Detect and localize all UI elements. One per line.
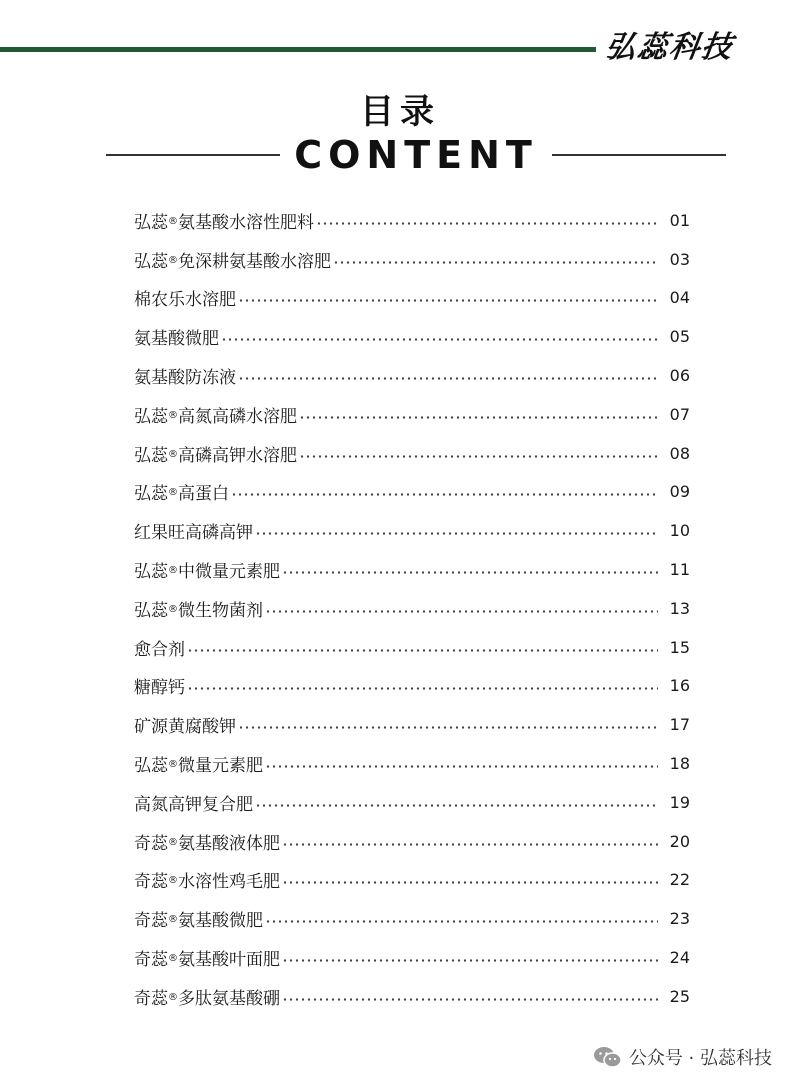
table-of-contents	[134, 201, 690, 1016]
toc-item	[134, 589, 690, 628]
toc-brand-prefix: 弘蕊	[134, 484, 168, 505]
registered-mark: ®	[168, 991, 178, 1003]
toc-label	[134, 751, 263, 776]
toc-item	[134, 511, 690, 550]
toc-page-number: 11	[669, 560, 690, 580]
toc-label	[134, 790, 253, 815]
title-rule-right	[552, 154, 726, 156]
toc-page-number: 08	[669, 443, 690, 463]
toc-label	[134, 984, 280, 1009]
toc-title: 免深耕氨基酸水溶肥	[178, 251, 331, 272]
toc-leader-dots	[282, 571, 658, 574]
toc-title: 微量元素肥	[178, 756, 263, 777]
toc-title: 微生物菌剂	[178, 600, 263, 621]
toc-item	[134, 744, 690, 783]
title-rule-left	[106, 154, 280, 156]
toc-item	[134, 822, 690, 861]
toc-label	[134, 945, 280, 970]
title-en-row	[106, 132, 726, 178]
toc-label	[134, 712, 236, 737]
toc-brand-prefix: 奇蕊	[134, 950, 168, 971]
toc-page-number: 05	[669, 327, 690, 347]
toc-title: 高氮高钾复合肥	[134, 794, 253, 815]
registered-mark: ®	[168, 759, 178, 771]
toc-page-number: 09	[669, 482, 690, 502]
toc-title: 氨基酸液体肥	[178, 833, 280, 854]
toc-title: 高氮高磷水溶肥	[178, 406, 297, 427]
toc-title: 氨基酸水溶性肥料	[178, 212, 314, 233]
footer-text: 公众号 · 弘蕊科技	[628, 1048, 772, 1069]
toc-item	[134, 473, 690, 512]
toc-label	[134, 479, 229, 504]
toc-leader-dots	[299, 455, 658, 458]
toc-brand-prefix: 奇蕊	[134, 872, 168, 893]
toc-brand-prefix: 奇蕊	[134, 911, 168, 932]
toc-leader-dots	[282, 998, 658, 1001]
toc-page-number: 04	[669, 288, 690, 308]
toc-leader-dots	[238, 726, 658, 729]
header-rule	[0, 47, 596, 52]
toc-title: 中微量元素肥	[178, 562, 280, 583]
page-subtitle: CONTENT	[294, 133, 538, 177]
toc-item	[134, 667, 690, 706]
toc-leader-dots	[231, 493, 658, 496]
toc-title: 多肽氨基酸硼	[178, 988, 280, 1009]
toc-label	[134, 596, 263, 621]
page-title: 目录	[360, 92, 440, 132]
toc-page-number: 15	[669, 637, 690, 657]
registered-mark: ®	[168, 953, 178, 965]
toc-brand-prefix: 弘蕊	[134, 562, 168, 583]
toc-item	[134, 240, 690, 279]
toc-title: 氨基酸防冻液	[134, 368, 236, 389]
toc-item	[134, 395, 690, 434]
toc-page-number: 20	[669, 831, 690, 851]
toc-leader-dots	[282, 959, 658, 962]
toc-label	[134, 557, 280, 582]
toc-brand-prefix: 奇蕊	[134, 833, 168, 854]
toc-title: 水溶性鸡毛肥	[178, 872, 280, 893]
toc-label	[134, 829, 280, 854]
toc-page-number: 18	[669, 754, 690, 774]
toc-leader-dots	[238, 377, 658, 380]
toc-label	[134, 402, 297, 427]
toc-title: 糖醇钙	[134, 678, 185, 699]
registered-mark: ®	[168, 875, 178, 887]
toc-label	[134, 867, 280, 892]
toc-leader-dots	[265, 610, 658, 613]
toc-label	[134, 906, 263, 931]
toc-label	[134, 635, 185, 660]
toc-item	[134, 628, 690, 667]
toc-item	[134, 705, 690, 744]
toc-leader-dots	[333, 261, 658, 264]
toc-brand-prefix: 弘蕊	[134, 600, 168, 621]
toc-title: 氨基酸微肥	[178, 911, 263, 932]
toc-item	[134, 317, 690, 356]
toc-leader-dots	[221, 338, 658, 341]
toc-leader-dots	[187, 687, 658, 690]
footer	[593, 1042, 772, 1072]
toc-title: 氨基酸叶面肥	[178, 950, 280, 971]
toc-label	[134, 324, 219, 349]
toc-page-number: 19	[669, 792, 690, 812]
toc-leader-dots	[299, 416, 658, 419]
toc-title: 高磷高钾水溶肥	[178, 445, 297, 466]
toc-page-number: 24	[669, 948, 690, 968]
toc-brand-prefix: 弘蕊	[134, 212, 168, 233]
toc-title: 矿源黄腐酸钾	[134, 717, 236, 738]
toc-title: 红果旺高磷高钾	[134, 523, 253, 544]
registered-mark: ®	[168, 836, 178, 848]
toc-item	[134, 977, 690, 1016]
registered-mark: ®	[168, 254, 178, 266]
toc-title: 氨基酸微肥	[134, 329, 219, 350]
registered-mark: ®	[168, 487, 178, 499]
toc-page-number: 13	[669, 598, 690, 618]
toc-item	[134, 861, 690, 900]
toc-page-number: 23	[669, 909, 690, 929]
toc-brand-prefix: 弘蕊	[134, 756, 168, 777]
toc-title: 愈合剂	[134, 639, 185, 660]
toc-leader-dots	[282, 881, 658, 884]
toc-item	[134, 783, 690, 822]
registered-mark: ®	[168, 409, 178, 421]
toc-item	[134, 434, 690, 473]
toc-brand-prefix: 弘蕊	[134, 251, 168, 272]
toc-item	[134, 279, 690, 318]
toc-title: 棉农乐水溶肥	[134, 290, 236, 311]
toc-label	[134, 441, 297, 466]
toc-leader-dots	[316, 222, 658, 225]
toc-item	[134, 550, 690, 589]
toc-leader-dots	[187, 649, 658, 652]
toc-label	[134, 285, 236, 310]
wechat-icon	[593, 1045, 623, 1069]
toc-label	[134, 673, 185, 698]
toc-page-number: 10	[669, 521, 690, 541]
toc-leader-dots	[255, 804, 658, 807]
toc-label	[134, 208, 314, 233]
toc-page-number: 17	[669, 715, 690, 735]
toc-brand-prefix: 弘蕊	[134, 406, 168, 427]
brand-logo: 弘蕊科技	[603, 30, 736, 65]
toc-page-number: 22	[669, 870, 690, 890]
toc-leader-dots	[265, 920, 658, 923]
registered-mark: ®	[168, 565, 178, 577]
toc-brand-prefix: 弘蕊	[134, 445, 168, 466]
toc-page-number: 01	[669, 210, 690, 230]
toc-item	[134, 938, 690, 977]
toc-page-number: 07	[669, 404, 690, 424]
registered-mark: ®	[168, 215, 178, 227]
toc-leader-dots	[255, 532, 658, 535]
toc-page-number: 16	[669, 676, 690, 696]
toc-leader-dots	[282, 843, 658, 846]
registered-mark: ®	[168, 603, 178, 615]
toc-title: 高蛋白	[178, 484, 229, 505]
toc-label	[134, 518, 253, 543]
registered-mark: ®	[168, 914, 178, 926]
toc-brand-prefix: 奇蕊	[134, 988, 168, 1009]
registered-mark: ®	[168, 448, 178, 460]
toc-page-number: 03	[669, 249, 690, 269]
toc-item	[134, 201, 690, 240]
toc-leader-dots	[265, 765, 658, 768]
toc-page-number: 25	[669, 986, 690, 1006]
toc-label	[134, 247, 331, 272]
toc-page-number: 06	[669, 366, 690, 386]
toc-item	[134, 899, 690, 938]
toc-label	[134, 363, 236, 388]
toc-item	[134, 356, 690, 395]
toc-leader-dots	[238, 299, 658, 302]
